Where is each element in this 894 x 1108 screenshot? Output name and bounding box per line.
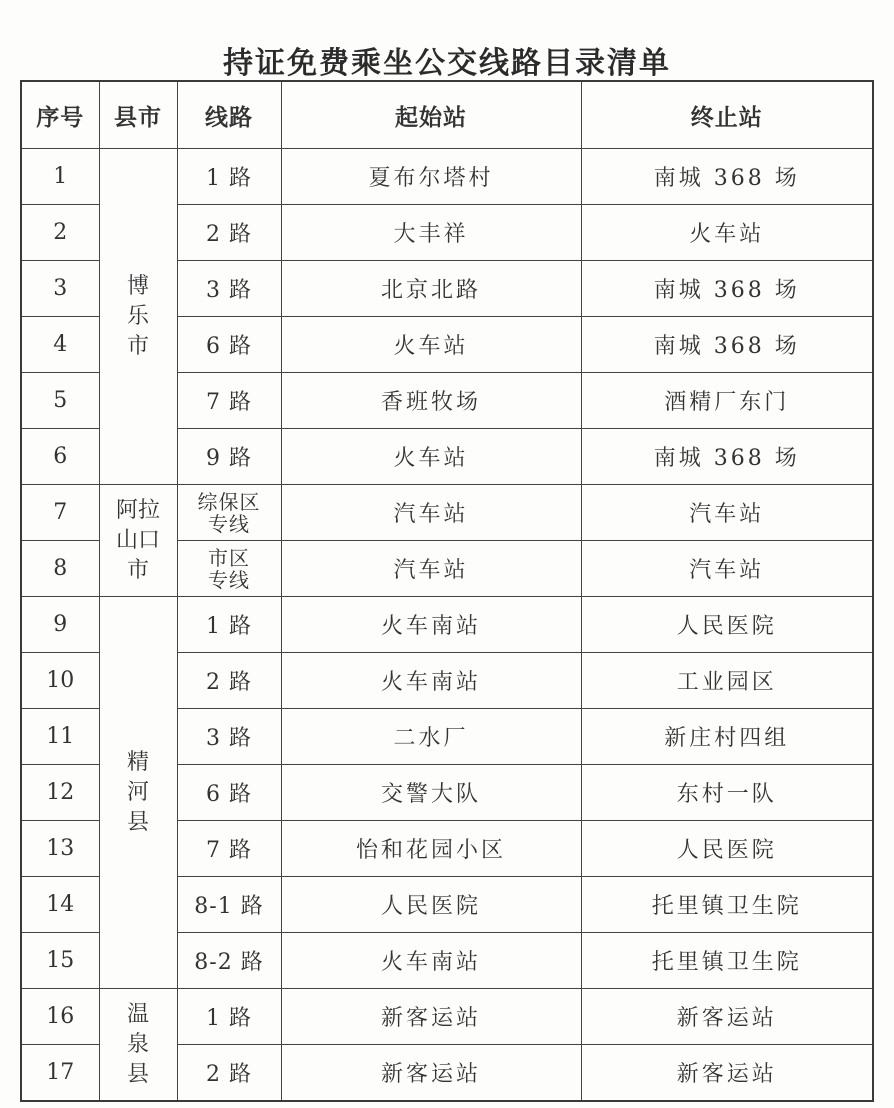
start-station-cell: 火车站 — [281, 317, 581, 373]
table-header-row — [21, 81, 873, 149]
end-station-cell: 汽车站 — [581, 541, 873, 597]
row-index: 17 — [21, 1045, 99, 1102]
route-cell: 6 路 — [177, 317, 281, 373]
end-station-cell: 托里镇卫生院 — [581, 877, 873, 933]
end-station-cell: 南城 368 场 — [581, 317, 873, 373]
header-route: 线路 — [177, 81, 281, 149]
start-station-cell: 火车南站 — [281, 933, 581, 989]
end-station-cell: 工业园区 — [581, 653, 873, 709]
route-cell: 3 路 — [177, 261, 281, 317]
route-table — [20, 80, 874, 1102]
route-cell: 8-1 路 — [177, 877, 281, 933]
route-cell: 7 路 — [177, 373, 281, 429]
end-station-cell: 新客运站 — [581, 1045, 873, 1102]
route-cell: 1 路 — [177, 149, 281, 205]
table-row — [21, 597, 873, 653]
row-index: 3 — [21, 261, 99, 317]
route-cell: 2 路 — [177, 1045, 281, 1102]
row-index: 8 — [21, 541, 99, 597]
row-index: 11 — [21, 709, 99, 765]
end-station-cell: 南城 368 场 — [581, 149, 873, 205]
end-station-cell: 南城 368 场 — [581, 429, 873, 485]
start-station-cell: 夏布尔塔村 — [281, 149, 581, 205]
page-title: 持证免费乘坐公交线路目录清单 — [223, 46, 671, 81]
county-cell: 温泉县 — [99, 989, 177, 1102]
row-index: 2 — [21, 205, 99, 261]
route-cell: 3 路 — [177, 709, 281, 765]
row-index: 6 — [21, 429, 99, 485]
start-station-cell: 香班牧场 — [281, 373, 581, 429]
row-index: 5 — [21, 373, 99, 429]
end-station-cell: 托里镇卫生院 — [581, 933, 873, 989]
row-index: 14 — [21, 877, 99, 933]
start-station-cell: 交警大队 — [281, 765, 581, 821]
county-cell: 博乐市 — [99, 149, 177, 485]
start-station-cell: 北京北路 — [281, 261, 581, 317]
route-cell: 1 路 — [177, 989, 281, 1045]
start-station-cell: 人民医院 — [281, 877, 581, 933]
start-station-cell: 火车南站 — [281, 597, 581, 653]
route-cell: 综保区专线 — [177, 485, 281, 541]
end-station-cell: 人民医院 — [581, 597, 873, 653]
route-cell: 9 路 — [177, 429, 281, 485]
route-cell: 1 路 — [177, 597, 281, 653]
end-station-cell: 新客运站 — [581, 989, 873, 1045]
end-station-cell: 东村一队 — [581, 765, 873, 821]
end-station-cell: 新庄村四组 — [581, 709, 873, 765]
route-cell: 6 路 — [177, 765, 281, 821]
row-index: 4 — [21, 317, 99, 373]
row-index: 1 — [21, 149, 99, 205]
row-index: 10 — [21, 653, 99, 709]
route-cell: 7 路 — [177, 821, 281, 877]
header-index: 序号 — [21, 81, 99, 149]
route-cell: 8-2 路 — [177, 933, 281, 989]
county-cell: 阿拉山口市 — [99, 485, 177, 597]
header-start-station: 起始站 — [281, 81, 581, 149]
route-cell: 2 路 — [177, 653, 281, 709]
end-station-cell: 汽车站 — [581, 485, 873, 541]
county-cell: 精河县 — [99, 597, 177, 989]
start-station-cell: 汽车站 — [281, 485, 581, 541]
table-row — [21, 989, 873, 1045]
start-station-cell: 二水厂 — [281, 709, 581, 765]
route-cell: 2 路 — [177, 205, 281, 261]
end-station-cell: 火车站 — [581, 205, 873, 261]
row-index: 15 — [21, 933, 99, 989]
header-county: 县市 — [99, 81, 177, 149]
start-station-cell: 新客运站 — [281, 989, 581, 1045]
end-station-cell: 酒精厂东门 — [581, 373, 873, 429]
start-station-cell: 汽车站 — [281, 541, 581, 597]
table-row — [21, 149, 873, 205]
end-station-cell: 南城 368 场 — [581, 261, 873, 317]
row-index: 9 — [21, 597, 99, 653]
end-station-cell: 人民医院 — [581, 821, 873, 877]
row-index: 12 — [21, 765, 99, 821]
route-cell: 市区专线 — [177, 541, 281, 597]
start-station-cell: 新客运站 — [281, 1045, 581, 1102]
start-station-cell: 大丰祥 — [281, 205, 581, 261]
table-row — [21, 485, 873, 541]
row-index: 16 — [21, 989, 99, 1045]
header-end-station: 终止站 — [581, 81, 873, 149]
row-index: 7 — [21, 485, 99, 541]
row-index: 13 — [21, 821, 99, 877]
start-station-cell: 怡和花园小区 — [281, 821, 581, 877]
start-station-cell: 火车站 — [281, 429, 581, 485]
start-station-cell: 火车南站 — [281, 653, 581, 709]
